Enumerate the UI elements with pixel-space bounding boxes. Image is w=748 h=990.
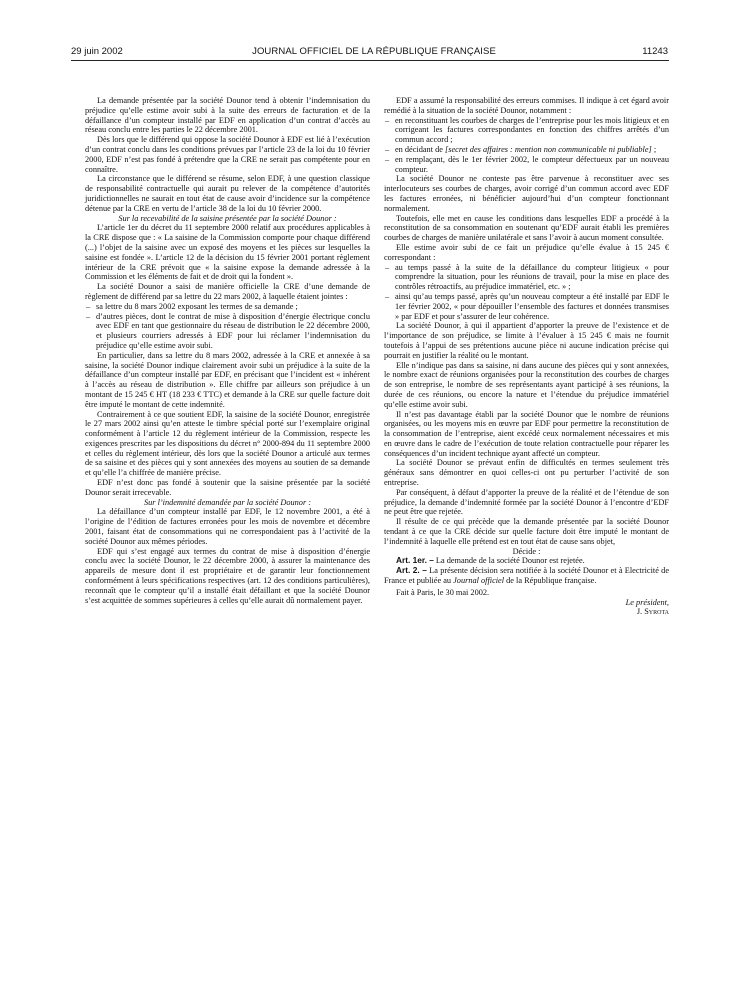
- page-number: 11243: [642, 46, 668, 57]
- section-heading: Sur la recevabilité de la saisine présentée par la société Dounor :: [118, 213, 337, 223]
- paragraph: La défaillance d’un compteur installé par EDF, le 12 novembre 2001, a été à l’origine de l’édition de factures erronées pour les mois de novembre et décembre 2001, faisant état de consommations qui ne correspondaient pas à l’activité de la société Dounor aux mêmes périodes.: [85, 507, 370, 546]
- paragraph: La société Dounor, à qui il appartient d’apporter la preuve de l’existence et de l’importance de son préjudice, se limite à l’évaluer à 15 245 € mais ne fournit toutefois à l’appui de ses prétentions aucune pièce ni aucune indication précise qui pourrait en justifier la réalité ou le montant.: [384, 321, 669, 360]
- paragraph: EDF n’est donc pas fondé à soutenir que la saisine présentée par la société Dounor serait irrecevable.: [85, 478, 370, 497]
- attachment-list: [85, 302, 370, 351]
- paragraph: Contrairement à ce que soutient EDF, la saisine de la société Dounor, enregistrée le 27 mars 2002 ainsi qu’en atteste le timbre spécial porté sur l’exemplaire original conformément à l’article 12 du règlement intérieur de la Commission, respecte les exigences prescrites par les dispositions du décret n° 2000-894 du 11 septembre 2000 et celles du règlement intérieur, dès lors que la société Dounor a articulé aux termes de sa saisine et des pièces qui y sont annexées des moyens au soutien de sa demande et qu’elle l’a chiffrée de manière précise.: [85, 409, 370, 478]
- article-1: Art. 1er. – La demande de la société Dounor est rejetée.: [396, 555, 585, 566]
- decision-heading: Décide :: [512, 546, 541, 556]
- paragraph: Par conséquent, à défaut d’apporter la preuve de la réalité et de l’étendue de son préjudice, la demande d’indemnité formée par la société Dounor à l’encontre d’EDF ne peut être que rejetée.: [384, 487, 669, 517]
- paragraph: La société Dounor se prévaut enfin de difficultés en termes seulement très généraux sans démontrer en quoi celles-ci ont pu perturber l’activité de son entreprise.: [384, 458, 669, 488]
- paragraph: EDF qui s’est engagé aux termes du contrat de mise à disposition d’énergie conclu avec la société Dounor, le 22 décembre 2000, à assurer la maintenance des appareils de mesure dont il est propriétaire et de garantir leur fonctionnement conformément à leurs spécifications respectives (art. 12 des conditions particulières), reconnaît que le compteur qu’il a installé était défaillant et que la société Dounor s’est acquittée de sommes supérieures à celles qu’elle aurait dû normalement payer.: [85, 546, 370, 605]
- list-item: – en remplaçant, dès le 1er février 2002, le compteur défectueux par un nouveau compteur.: [385, 154, 669, 174]
- paragraph: La société Dounor ne conteste pas être parvenue à reconstituer avec ses interlocuteurs ses courbes de charges, avoir corrigé d’un commun accord avec EDF les factures erronées, ni bénéficier aujourd’hui d’un compteur fonctionnant normalement.: [384, 174, 669, 213]
- header-rule: [71, 60, 669, 61]
- paragraph: L’article 1er du décret du 11 septembre 2000 relatif aux procédures applicables à la CRE dispose que : « La saisine de la Commission comporte pour chaque différend (...) l’objet de la saisine avec un exposé des moyens et les pièces sur lesquelles la saisine est fondée ». L’article 12 de la décision du 15 février 2001 portant règlement intérieur de la CRE prévoit que « la saisine expose la demande adressée à la Commission et les éléments de fait et de droit qui la fondent ».: [85, 223, 370, 282]
- paragraph: La société Dounor a saisi de manière officielle la CRE d’une demande de règlement de différend par sa lettre du 22 mars 2002, à laquelle étaient jointes :: [85, 282, 370, 301]
- list-item: – ainsi qu’au temps passé, après qu’un nouveau compteur a été installé par EDF le 1er février 2002, « pour dépouiller l’ensemble des factures et données transmises » par EDF et pour s’assurer de leur cohérence.: [385, 291, 669, 321]
- paragraph: EDF a assumé la responsabilité des erreurs commises. Il indique à cet égard avoir remédié à la situation de la société Dounor, notamment :: [384, 96, 669, 115]
- paragraph: Dès lors que le différend qui oppose la société Dounor à EDF est lié à l’exécution d’un contrat conclu dans les conditions prévues par l’article 23 de la loi du 10 février 2000, EDF n’est pas fondé à prétendre que la CRE ne serait pas compétente pour en connaître.: [85, 135, 370, 174]
- signatory-name: J. Syrota: [636, 607, 669, 617]
- list-item: – en décidant de [secret des affaires : mention non communicable ni publiable] ;: [385, 144, 657, 154]
- damage-list: [384, 263, 669, 322]
- remedy-list: [384, 116, 669, 175]
- list-item: – sa lettre du 8 mars 2002 exposant les termes de sa demande ;: [86, 301, 298, 311]
- list-item: – au temps passé à la suite de la défaillance du compteur litigieux « pour comprendre la situation, pour les réunions de travail, pour la mise en place des contrôles rétroactifs, au préjudice immatériel, etc. » ;: [385, 262, 669, 292]
- left-column: [85, 96, 370, 605]
- paragraph: Il résulte de ce qui précède que la demande présentée par la société Dounor tendant à ce que la CRE décide sur quelle facture doit être imputé le montant de l’indemnité à laquelle elle prétend est en tout état de cause sans objet,: [384, 517, 669, 546]
- paragraph: En particulier, dans sa lettre du 8 mars 2002, adressée à la CRE et annexée à sa saisine, la société Dounor indique clairement avoir subi un préjudice à la suite de la défaillance d’un compteur installé par EDF, en précisant que l’incident est « inhérent à l’accès au réseau de distribution ». Elle chiffre par ailleurs son préjudice à un montant de 15 245 € HT (18 233 € TTC) et demande à la CRE sur quelle facture doit être imputé le montant de cette indemnité.: [85, 350, 370, 409]
- article-2: Art. 2. – La présente décision sera notifiée à la société Dounor et à Electricité de France et publiée au Journal officiel de la République française.: [384, 565, 670, 586]
- signatory-title: Le président,: [625, 597, 669, 607]
- signing-place-date: Fait à Paris, le 30 mai 2002.: [396, 587, 490, 597]
- paragraph: Il n’est pas davantage établi par la société Dounor que le nombre de réunions organisées, ou les moyens mis en œuvre par EDF pour permettre la reconstitution de la consommation de l’entreprise, aient excédé ceux normalement nécessaires et mis en œuvre dans le cadre de l’exécution de toute relation contractuelle pour réparer les conséquences d’un incident technique ayant affecté un compteur.: [384, 409, 669, 458]
- paragraph: Elle n’indique pas dans sa saisine, ni dans aucune des pièces qui y sont annexées, le nombre exact de réunions organisées pour la reconstitution des courbes de charges de son entreprise, le nombre de ses représentants ayant participé à ses réunions, la durée de ces réunions, ou encore la nature et l’étendue du préjudice immatériel qu’elle estime avoir subi.: [384, 360, 669, 409]
- paragraph: Elle estime avoir subi de ce fait un préjudice qu’elle évalue à 15 245 € correspondant :: [384, 242, 669, 262]
- right-column: [384, 96, 669, 617]
- section-heading: Sur l’indemnité demandée par la société Dounor :: [143, 497, 312, 507]
- journal-title: JOURNAL OFFICIEL DE LA RÉPUBLIQUE FRANÇAISE: [252, 46, 496, 57]
- paragraph: La circonstance que le différend se résume, selon EDF, à une question classique de responsabilité contractuelle qui aurait pu relever de la compétence d’autorités juridictionnelles ne saurait en tout état de cause avoir d’incidence sur la compétence détenue par la CRE en vertu de l’article 38 de la loi du 10 février 2000.: [85, 174, 370, 213]
- list-item: – d’autres pièces, dont le contrat de mise à disposition d’énergie électrique conclu avec EDF en tant que gestionnaire du réseau de distribution le 22 décembre 2000, et plusieurs courriers adressés à EDF pour lui réclamer l’indemnisation du préjudice qu’elle estime avoir subi.: [86, 311, 370, 350]
- paragraph: La demande présentée par la société Dounor tend à obtenir l’indemnisation du préjudice qu’elle estime avoir subi à la suite des erreurs de facturation et de la défaillance d’un compteur installé par EDF en application d’un contrat d’accès au réseau conclu entre les parties le 22 décembre 2001.: [85, 96, 370, 135]
- header-date: 29 juin 2002: [71, 46, 123, 57]
- list-item: – en reconstituant les courbes de charges de l’entreprise pour les mois litigieux et en corrigeant les factures correspondantes en fonction des chiffres arrêtés d’un commun accord ;: [385, 115, 669, 145]
- paragraph: Toutefois, elle met en cause les conditions dans lesquelles EDF a procédé à la reconstitution de sa consommation en soutenant qu’EDF aurait établi les premières courbes de charges de manière unilatérale et sans l’avoir à aucun moment consultée.: [384, 213, 669, 243]
